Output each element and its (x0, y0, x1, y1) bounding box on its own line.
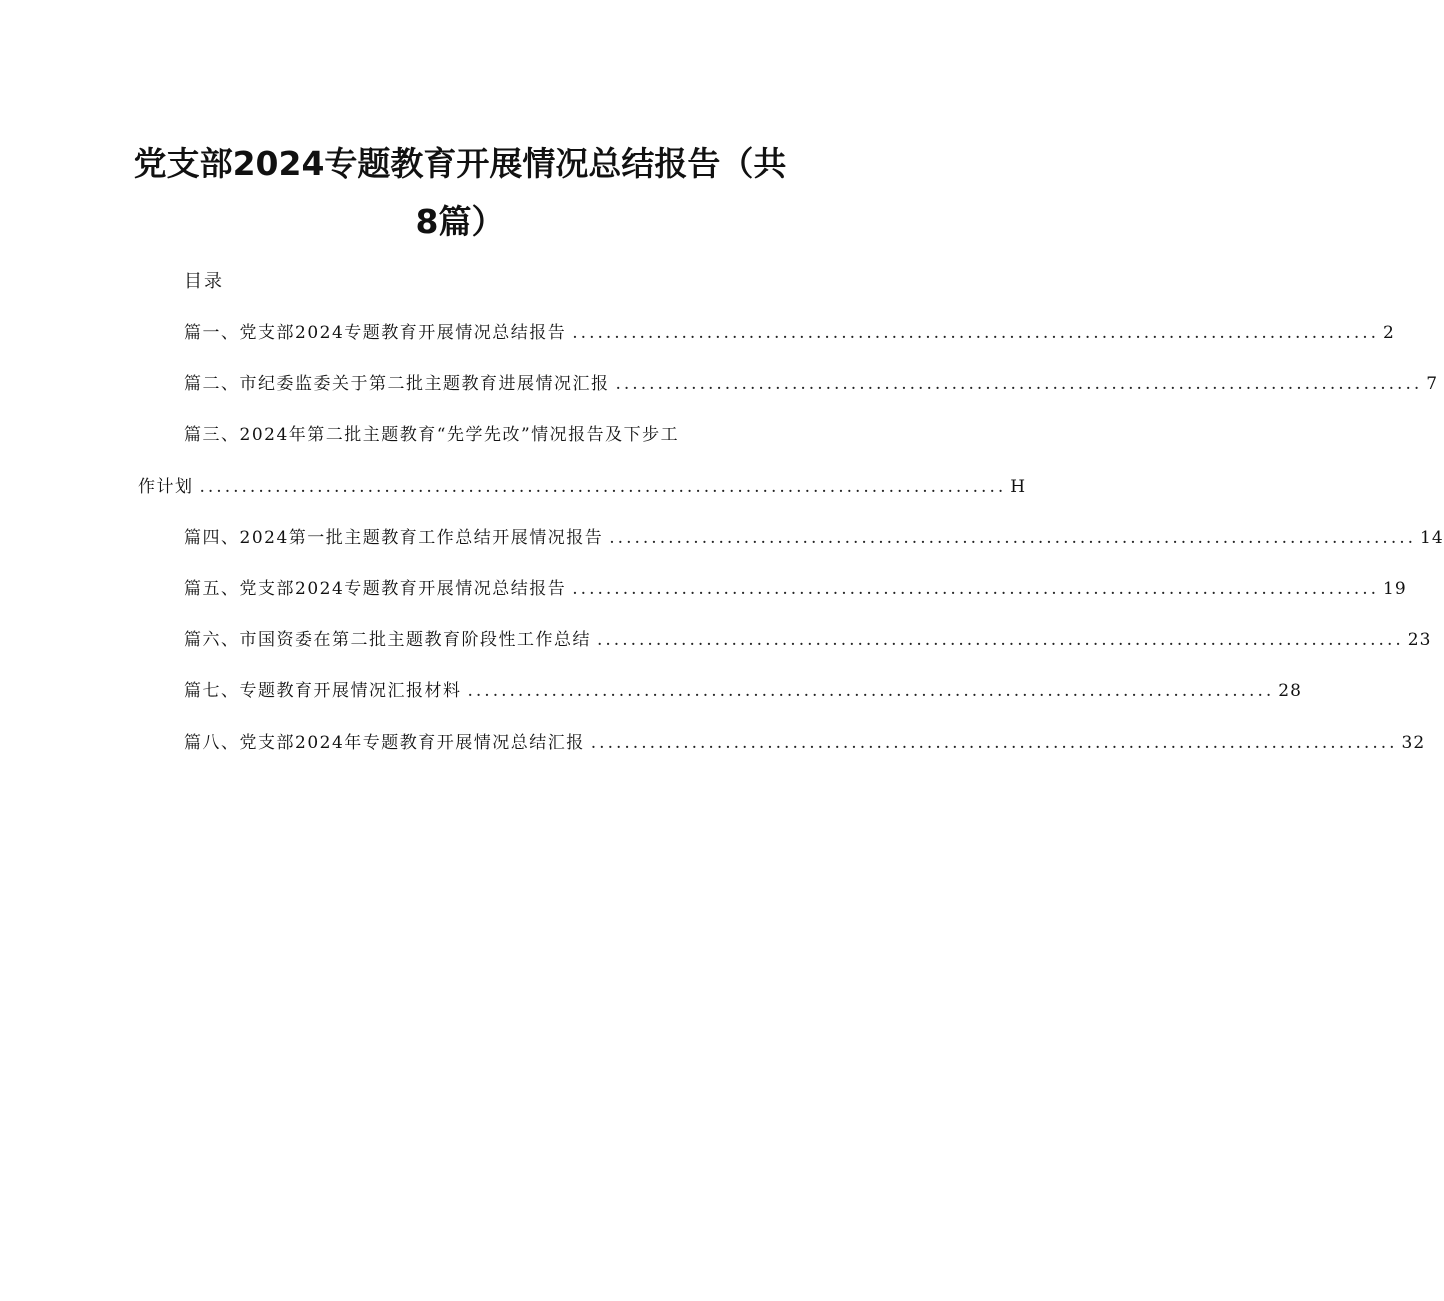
toc-entry-text-line-2: 作计划 (138, 477, 194, 497)
toc-entry-text: 篇七、专题教育开展情况汇报材料 (184, 681, 462, 701)
toc-entry[interactable] (184, 318, 1395, 348)
toc-entry[interactable] (184, 369, 1439, 399)
toc-page-number: H (1010, 477, 1027, 497)
toc-page-number: 2 (1383, 323, 1395, 343)
toc-entry-text: 篇八、党支部2024年专题教育开展情况总结汇报 (184, 733, 585, 753)
document-title (120, 135, 800, 251)
toc-entry[interactable] (184, 625, 1432, 655)
toc-dot-leader: ................................................................................................ (467, 681, 1275, 701)
toc-entry[interactable] (184, 676, 1302, 706)
toc-dot-leader: ................................................................................................ (609, 528, 1417, 548)
toc-entry[interactable] (184, 728, 1426, 758)
toc-entry-text: 篇二、市纪委监委关于第二批主题教育进展情况汇报 (184, 374, 610, 394)
toc-page-number: 23 (1407, 630, 1432, 650)
toc-entry-text: 篇五、党支部2024专题教育开展情况总结报告 (184, 579, 567, 599)
toc-dot-leader: ................................................................................................ (615, 374, 1423, 394)
toc-entry[interactable] (138, 472, 1027, 502)
toc-dot-leader: ................................................................................................ (597, 630, 1404, 650)
toc-dot-leader: ................................................................................................ (572, 579, 1380, 599)
toc-entry-text-line-1[interactable]: 篇三、2024年第二批主题教育“先学先改”情况报告及下步工 (184, 425, 680, 445)
toc-page-number: 7 (1426, 374, 1439, 394)
toc-page-number: 19 (1383, 579, 1407, 599)
toc-dot-leader: ................................................................................................ (590, 733, 1398, 753)
toc-entry[interactable] (184, 574, 1407, 604)
toc-page-number: 28 (1278, 681, 1302, 701)
toc-heading: 目录 (184, 271, 224, 292)
toc-entry-text: 篇六、市国资委在第二批主题教育阶段性工作总结 (184, 630, 591, 650)
toc-page-number: 14 (1420, 528, 1444, 548)
toc-dot-leader: ................................................................................................ (199, 477, 1007, 497)
document-title-line-1: 党支部2024专题教育开展情况总结报告（共 (133, 144, 787, 183)
toc-page-number: 32 (1401, 733, 1426, 753)
toc-entry-text: 篇四、2024第一批主题教育工作总结开展情况报告 (184, 528, 604, 548)
toc-entry-text: 篇一、党支部2024专题教育开展情况总结报告 (184, 323, 567, 343)
toc-entry[interactable] (184, 523, 1444, 553)
toc-dot-leader: ................................................................................................ (572, 323, 1380, 343)
document-title-line-2: 8篇） (415, 202, 505, 241)
